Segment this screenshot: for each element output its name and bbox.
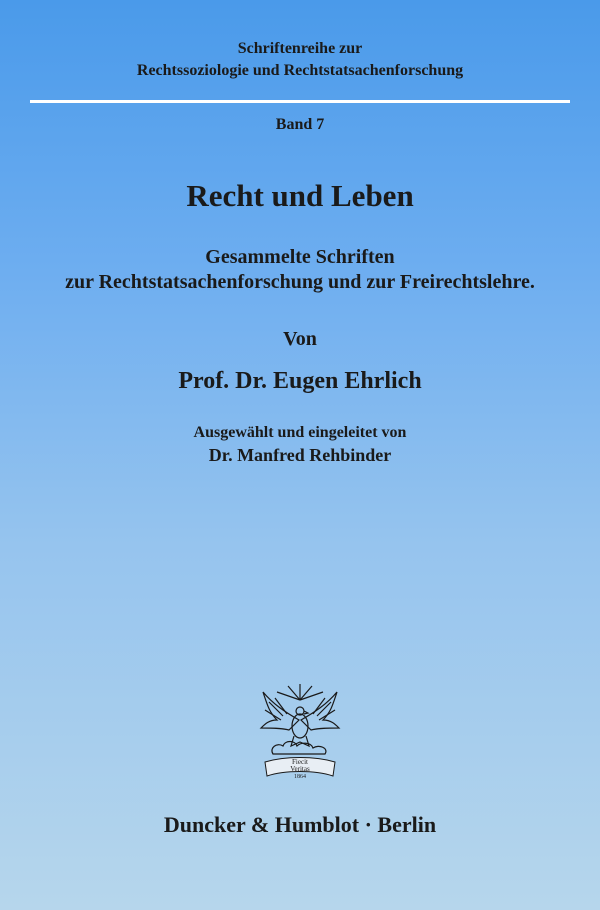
book-title: Recht und Leben <box>186 178 414 213</box>
editor-name: Dr. Manfred Rehbinder <box>208 445 392 465</box>
by-label: Von <box>283 328 317 350</box>
editor-label: Ausgewählt und eingeleitet von <box>193 424 407 441</box>
eagle-emblem-icon <box>255 680 345 780</box>
publisher-name: Duncker & Humblot · Berlin <box>163 812 437 837</box>
series-line-1: Schriftenreihe zur <box>237 40 363 57</box>
logo-text-3: 1864 <box>294 774 306 780</box>
book-subtitle <box>0 245 600 295</box>
series-line-2: Rechtssoziologie und Rechtstatsachenforschung <box>136 62 464 79</box>
volume-number: Band 7 <box>275 116 325 133</box>
author-name: Prof. Dr. Eugen Ehrlich <box>178 368 422 394</box>
divider-rule <box>30 100 570 103</box>
editor-block <box>0 421 600 467</box>
subtitle-line-2: zur Rechtstatsachenforschung und zur Freirechtslehre. <box>65 271 535 293</box>
subtitle-line-1: Gesammelte Schriften <box>205 246 395 268</box>
logo-text-2: Veritas <box>290 765 310 773</box>
series-title <box>0 38 600 82</box>
logo-text-1: Fiecit <box>292 758 308 766</box>
